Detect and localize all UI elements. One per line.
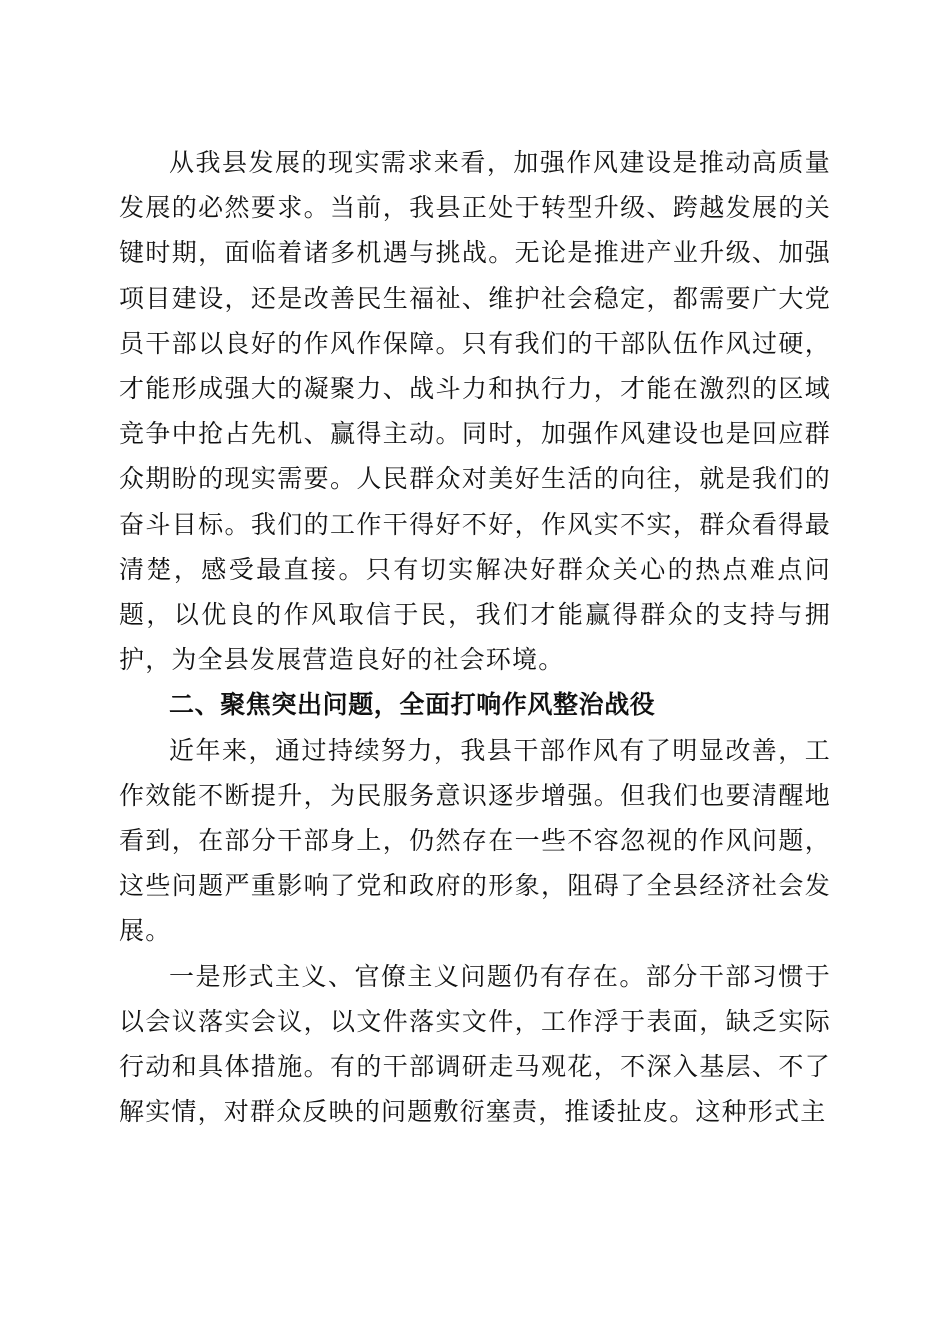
- section-heading-2: 二、聚焦突出问题，全面打响作风整治战役: [169, 690, 656, 720]
- document-body: [119, 140, 831, 1134]
- paragraph-body-text: 部分干部习惯于以会议落实会议，以文件落实文件，工作浮于表面，缺乏实际行动和具体措施。有的干部调研走马观花，不深入基层、不了解实情，对群众反映的问题敷衍塞责，推诿扯皮。这种形式主: [119, 961, 831, 1127]
- paragraph-recent-progress: 近年来，通过持续努力，我县干部作风有了明显改善，工作效能不断提升，为民服务意识逐步增强。但我们也要清醒地看到，在部分干部身上，仍然存在一些不容忽视的作风问题，这些问题严重影响了党和政府的形象，阻碍了全县经济社会发展。: [119, 735, 831, 946]
- paragraph-lead-sentence: 一是形式主义、官僚主义问题仍有存在。: [169, 961, 646, 991]
- paragraph-formalism: [119, 954, 831, 1135]
- paragraph-development-needs: 从我县发展的现实需求来看，加强作风建设是推动高质量发展的必然要求。当前，我县正处于转型升级、跨越发展的关键时期，面临着诸多机遇与挑战。无论是推进产业升级、加强项目建设，还是改善民生福祉、维护社会稳定，都需要广大党员干部以良好的作风作保障。只有我们的干部队伍作风过硬，才能形成强大的凝聚力、战斗力和执行力，才能在激烈的区域竞争中抢占先机、赢得主动。同时，加强作风建设也是回应群众期盼的现实需要。人民群众对美好生活的向往，就是我们的奋斗目标。我们的工作干得好不好，作风实不实，群众看得最清楚，感受最直接。只有切实解决好群众关心的热点难点问题，以优良的作风取信于民，我们才能赢得群众的支持与拥护，为全县发展营造良好的社会环境。: [119, 148, 831, 675]
